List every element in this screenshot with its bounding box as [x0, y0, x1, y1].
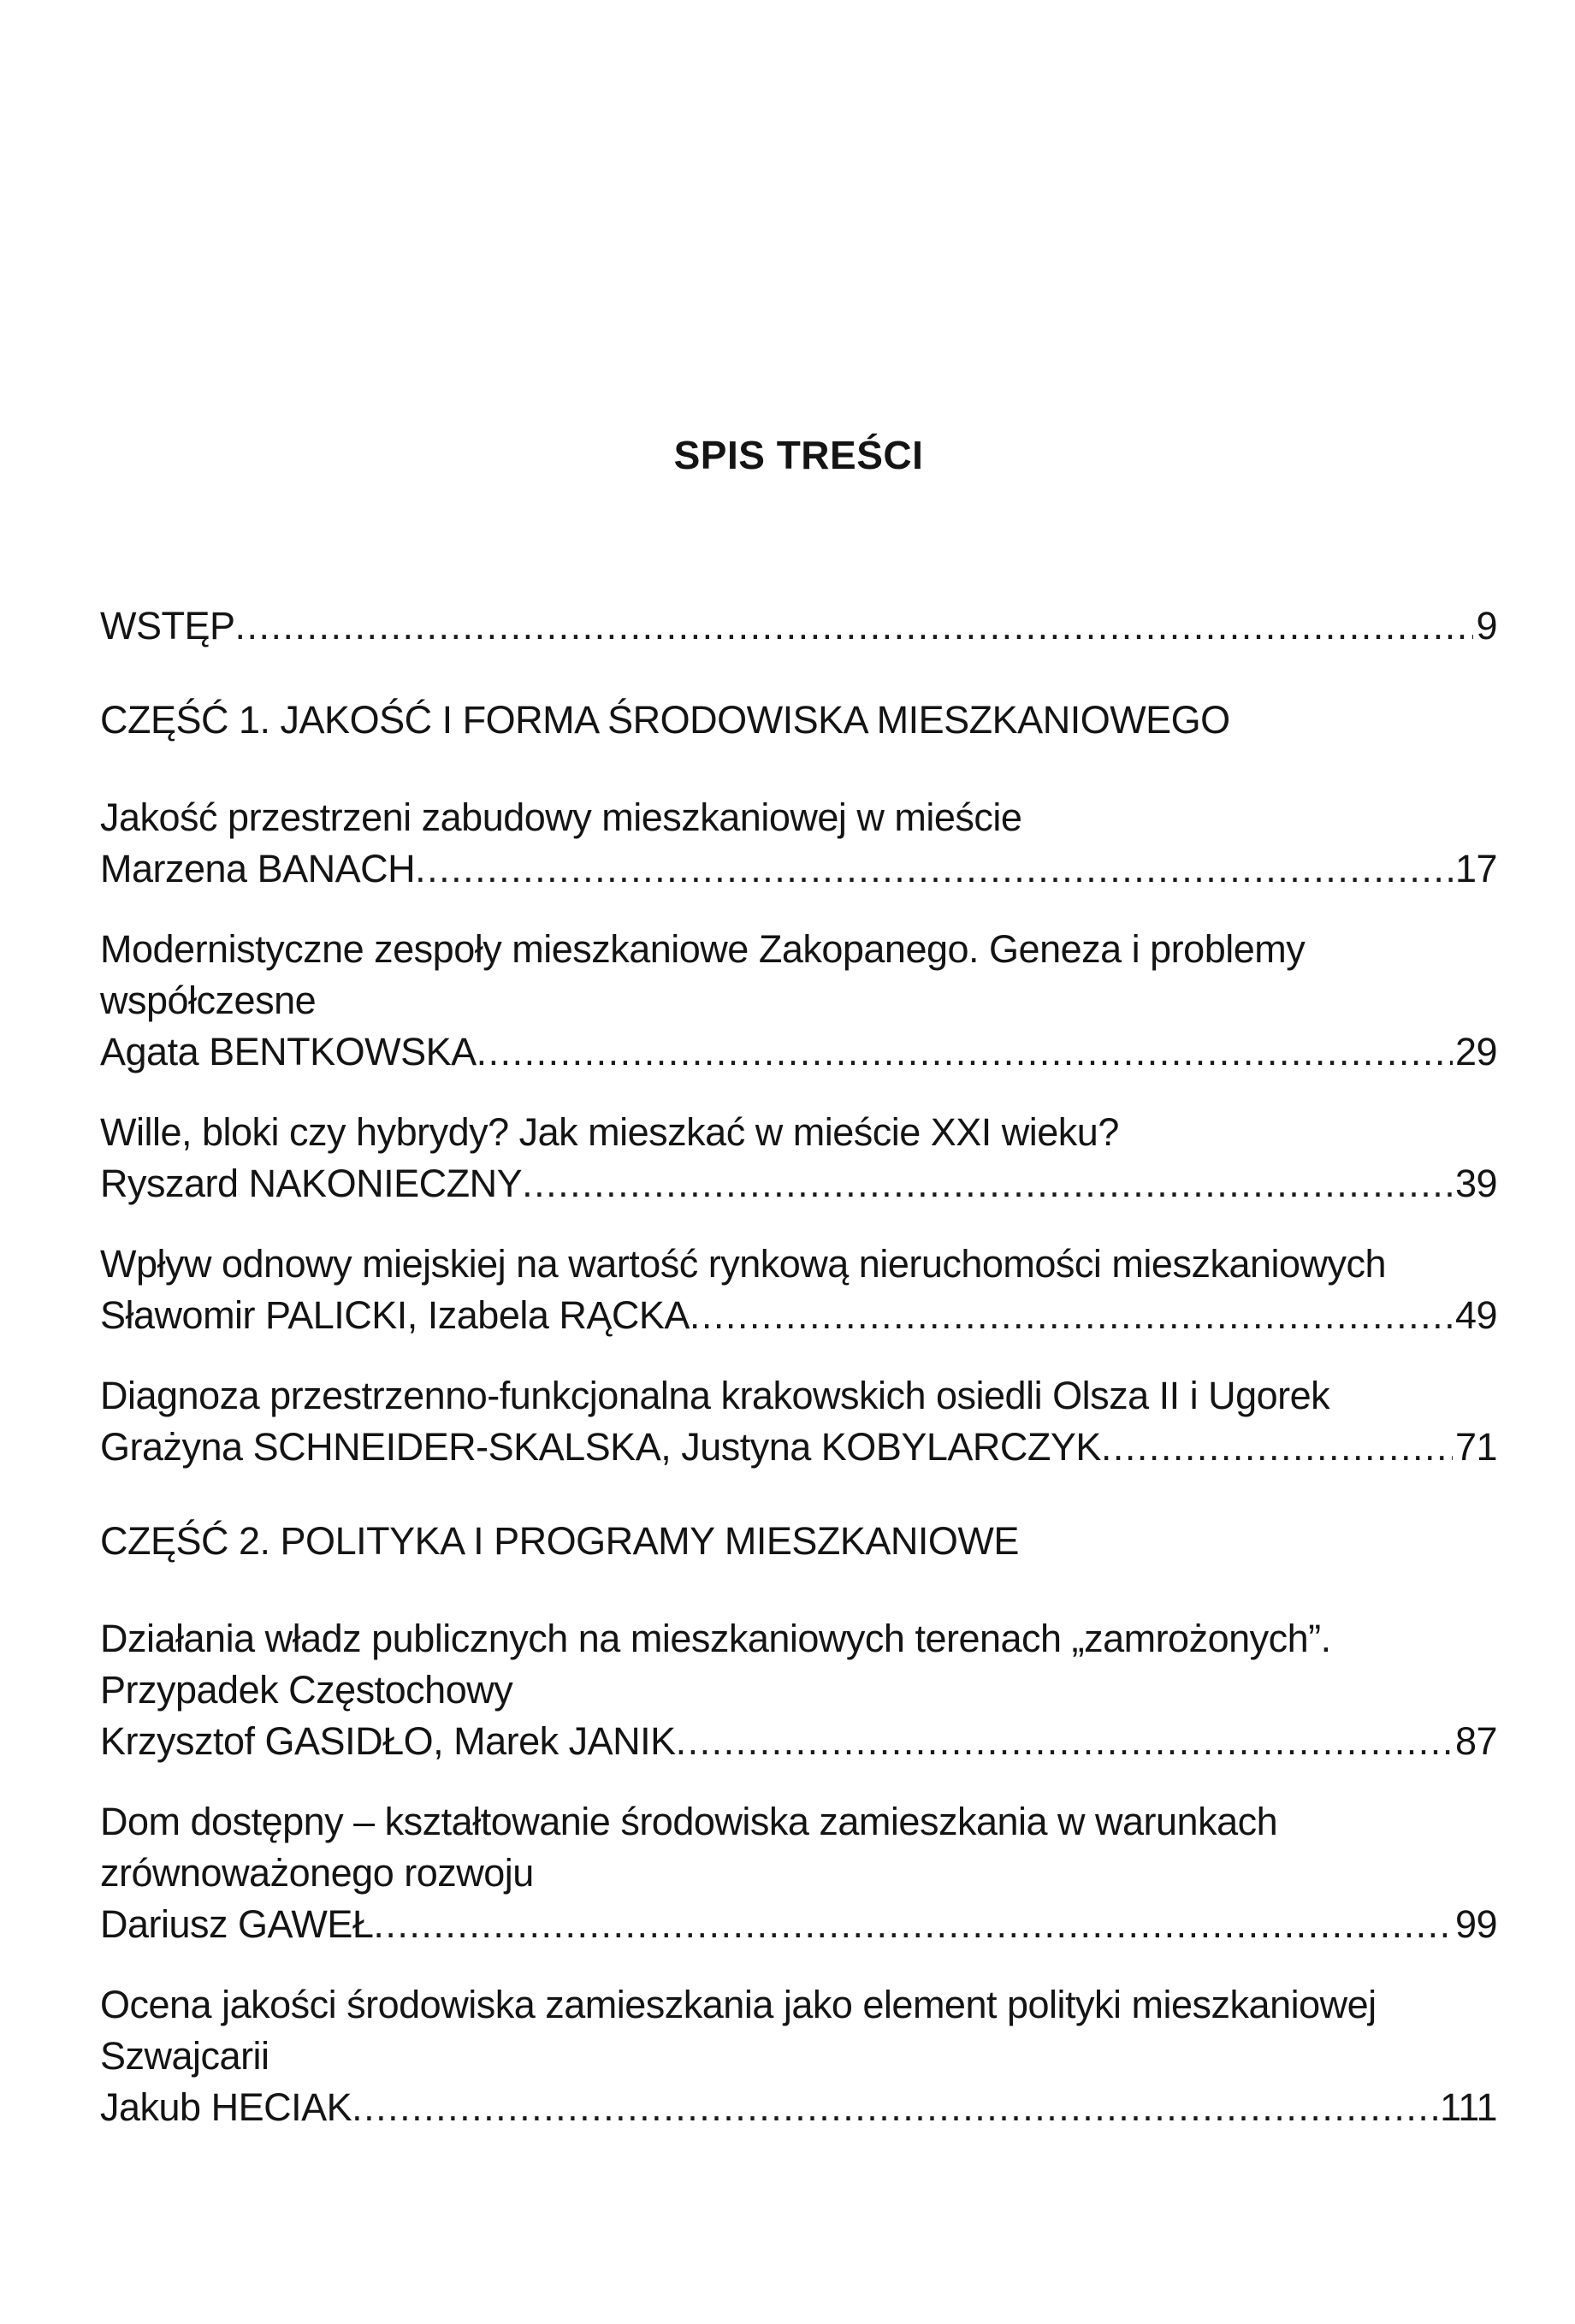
entry-author-line — [100, 1290, 1497, 1341]
dot-leader — [415, 843, 1453, 895]
entry-title-line: Przypadek Częstochowy — [100, 1668, 513, 1712]
entry-authors: Grażyna SCHNEIDER-SKALSKA, Justyna KOBYLARCZYK — [100, 1425, 1101, 1469]
entry-authors: Sławomir PALICKI, Izabela RĄCKA — [100, 1293, 690, 1337]
entry-title-line: Działania władz publicznych na mieszkaniowych terenach „zamrożonych”. — [100, 1617, 1331, 1660]
dot-leader — [522, 1158, 1453, 1209]
dot-leader — [373, 1899, 1453, 1950]
dot-leader — [690, 1290, 1453, 1341]
entry-author-line — [100, 843, 1497, 895]
entry-title-line: Modernistyczne zespoły mieszkaniowe Zakopanego. Geneza i problemy — [100, 927, 1306, 971]
entry-title-line: Jakość przestrzeni zabudowy mieszkaniowej w mieście — [100, 795, 1022, 839]
entry-page-number: 49 — [1454, 1293, 1497, 1337]
entry-title-line: współczesne — [100, 979, 317, 1022]
section-heading-2: CZĘŚĆ 2. POLITYKA I PROGRAMY MIESZKANIOWE — [100, 1519, 1019, 1563]
entry-title-line: Wpływ odnowy miejskiej na wartość rynkową nieruchomości mieszkaniowych — [100, 1242, 1387, 1286]
entry-author-line — [100, 1026, 1497, 1078]
entry-title-line: Wille, bloki czy hybrydy? Jak mieszkać w mieście XXI wieku? — [100, 1110, 1119, 1154]
toc-entry — [100, 924, 1497, 1078]
entry-author-line — [100, 1716, 1497, 1767]
dot-leader — [1101, 1422, 1453, 1473]
entry-author-line — [100, 1158, 1497, 1209]
entry-page-number: 29 — [1454, 1030, 1497, 1073]
toc-entry — [100, 1239, 1497, 1341]
entry-title-line: Dom dostępny – kształtowanie środowiska zamieszkania w warunkach — [100, 1800, 1278, 1843]
entry-title-line: Ocena jakości środowiska zamieszkania jako element polityki mieszkaniowej — [100, 1983, 1377, 2026]
entry-authors: Jakub HECIAK — [100, 2085, 352, 2129]
entry-page-number: 9 — [1476, 604, 1497, 648]
entry-author-line — [100, 1422, 1497, 1473]
entry-title-line: Szwajcarii — [100, 2034, 269, 2078]
entry-authors: Ryszard NAKONIECZNY — [100, 1162, 523, 1205]
entry-page-number: 87 — [1454, 1719, 1497, 1763]
entry-page-number: 17 — [1454, 847, 1497, 890]
entry-author-line — [100, 1899, 1497, 1950]
toc-entry — [100, 1796, 1497, 1950]
entry-title-line: Diagnoza przestrzenno-funkcjonalna krakowskich osiedli Olsza II i Ugorek — [100, 1374, 1330, 1417]
dot-leader — [477, 1026, 1453, 1078]
entry-label: WSTĘP — [100, 604, 235, 648]
entry-authors: Dariusz GAWEŁ — [100, 1902, 374, 1946]
toc-entry — [100, 792, 1497, 895]
dot-leader — [676, 1716, 1453, 1767]
entry-page-number: 71 — [1454, 1425, 1497, 1469]
toc-entry — [100, 1613, 1497, 1767]
entry-authors: Krzysztof GASIDŁO, Marek JANIK — [100, 1719, 676, 1763]
toc-entry — [100, 1370, 1497, 1473]
entry-page-number: 111 — [1440, 2085, 1497, 2129]
toc-entry — [100, 1107, 1497, 1209]
entry-authors: Agata BENTKOWSKA — [100, 1030, 477, 1073]
entry-authors: Marzena BANACH — [100, 847, 416, 890]
toc-entry-wstep — [100, 600, 1497, 652]
dot-leader — [235, 600, 1474, 652]
entry-title-line: zrównoważonego rozwoju — [100, 1851, 534, 1895]
entry-author-line — [100, 2082, 1497, 2133]
section-heading-1: CZĘŚĆ 1. JAKOŚĆ I FORMA ŚRODOWISKA MIESZKANIOWEGO — [100, 698, 1230, 742]
page-title: SPIS TREŚCI — [673, 433, 924, 477]
dot-leader — [352, 2082, 1437, 2133]
toc-entry — [100, 1979, 1497, 2133]
entry-page-number: 39 — [1454, 1162, 1497, 1205]
entry-page-number: 99 — [1454, 1902, 1497, 1946]
